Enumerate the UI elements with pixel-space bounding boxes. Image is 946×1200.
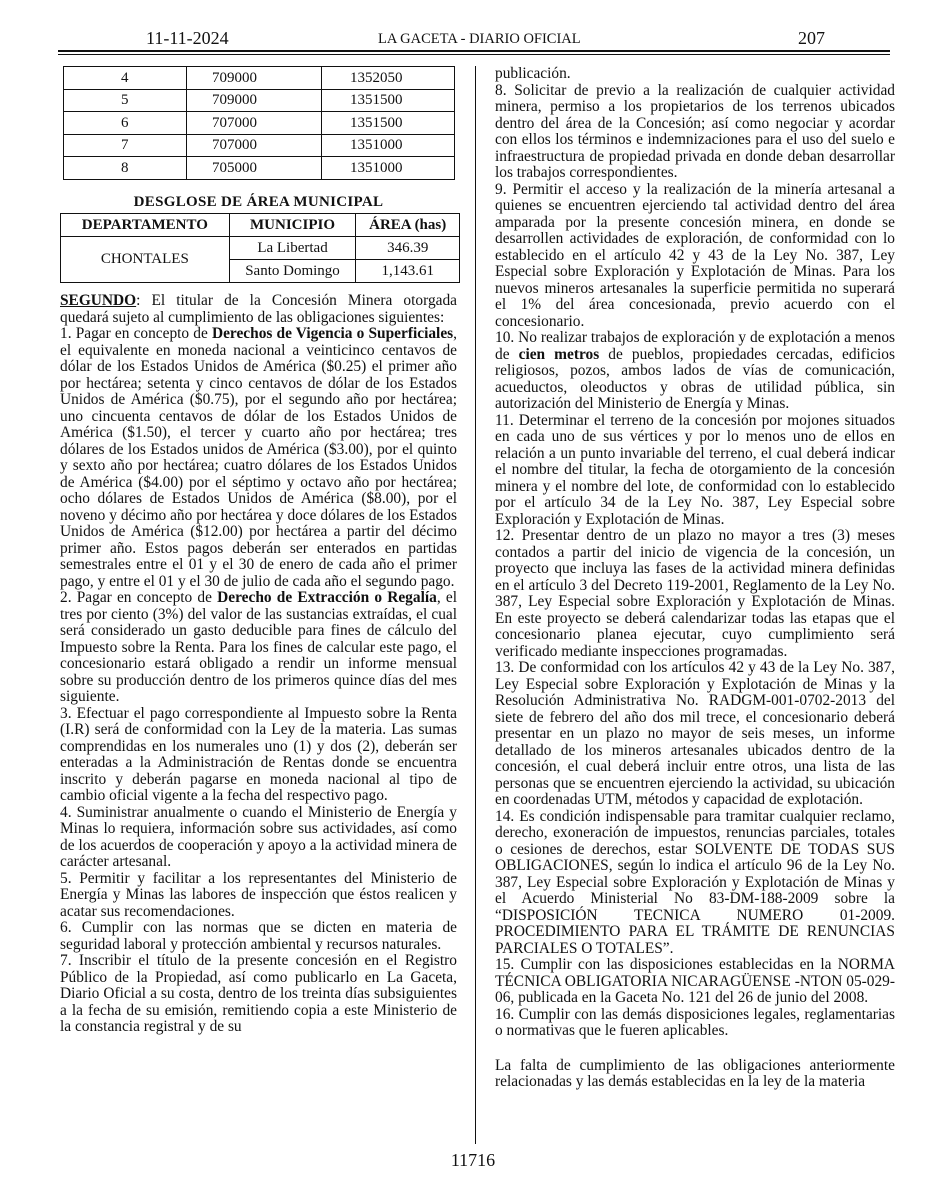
segundo-paragraph: [60, 293, 457, 326]
obligation-7: 7. Inscribir el título de la presente concesión en el Registro Público de la Propiedad, así como publicarlo en La Gaceta, Diario Oficial a su costa, dentro de los treinta días subsiguientes a la fecha de su emisión, remitiendo copia a este Ministerio de la constancia registral y de su: [60, 952, 457, 1035]
table-cell: 6: [64, 112, 187, 135]
table-header-row: [61, 214, 460, 237]
obligation-9: 9. Permitir el acceso y la realización de la minería artesanal a quienes se encuentren ejerciendo tal actividad dentro del área amparada por la presente concesión minera, en donde se desarrollen actividades de exploración, de conformidad con lo establecido en el artículo 42 y 43 de la Ley No. 387, Ley Especial sobre Exploración y Explotación de Minas. Para los nuevos mineros artesanales la superficie permitida no superará el 1% del área concesionada, previo acuerdo con el concesionario.: [495, 180, 895, 330]
obligation-bold: Derechos de Vigencia o Superficiales: [211, 325, 454, 342]
table-cell: 1351500: [322, 89, 455, 112]
obligation-text: 2. Pagar en concepto de: [60, 589, 218, 606]
table-cell: 707000: [187, 112, 322, 135]
obligation-text: 1. Pagar en concepto de: [60, 325, 212, 342]
table-cell: 709000: [187, 67, 322, 90]
obligation-15: 15. Cumplir con las disposiciones establecidas en la NORMA TÉCNICA OBLIGATORIA NICARAGÜENSE -NTON 05-029-06, publicada en la Gaceta No. 121 del 26 de junio del 2008.: [495, 956, 895, 1006]
table-row: [61, 237, 460, 260]
table-row: [64, 67, 455, 90]
table-row: [64, 89, 455, 112]
obligation-4: 4. Suministrar anualmente o cuando el Ministerio de Energía y Minas lo requiera, información sobre sus actividades, así como de los acuerdos de cooperación y apoyo a la actividad minera de carácter artesanal.: [60, 803, 457, 870]
obligation-text: 10. No realizar trabajos de exploración y de explotación a menos de: [495, 329, 895, 363]
page-footer-number: 11716: [450, 1150, 496, 1170]
table-row: [64, 134, 455, 157]
column-header: MUNICIPIO: [229, 214, 356, 237]
right-column: [495, 66, 895, 1091]
obligation-12: 12. Presentar dentro de un plazo no mayor a tres (3) meses contados a partir del inicio de vigencia de la concesión, un proyecto que incluya las fases de la actividad minera definidas en el artículo 3 del Decreto 119-2001, Reglamento de la Ley No. 387, Ley Especial sobre Exploración y Explotación de Minas. En este proyecto se deberá calendarizar todas las etapas que el concesionario planea ejecutar, cuyo cumplimiento será verificado mediante inspecciones programadas.: [495, 527, 895, 660]
column-divider: [475, 66, 476, 1144]
table-row: [64, 157, 455, 180]
obligation-text: de pueblos, propiedades cercadas, edificios religiosos, pozos, ambos lados de vías de comunicación, acueductos, oleoductos y obras de utilidad pública, sin autorización del Ministerio de Energía y Minas.: [495, 345, 895, 412]
left-column: [60, 66, 457, 1036]
column-header: ÁREA (has): [356, 214, 460, 237]
header-publication: LA GACETA - DIARIO OFICIAL: [378, 31, 581, 47]
column-header: DEPARTAMENTO: [61, 214, 230, 237]
table-cell: 8: [64, 157, 187, 180]
table-cell: 705000: [187, 157, 322, 180]
obligations-right: [495, 66, 895, 1091]
table-cell: La Libertad: [229, 237, 356, 260]
obligation-bold: Derecho de Extracción o Regalía: [217, 589, 437, 606]
table-cell: 1,143.61: [356, 260, 460, 283]
table-cell: 7: [64, 134, 187, 157]
obligation-bold: cien metros: [518, 345, 600, 363]
obligation-text: , el equivalente en moneda nacional a veinticinco centavos de dólar de los Estados Unidos de América ($0.25) el primer año por hectárea; setenta y cinco centavos de dólar de los Estados Unidos de América ($0.75), por el segundo año por hectárea; uno cincuenta centavos de dólar de los Estados Unidos de América ($1.50), el tercer y cuarto año por hectárea; tres dólares de los Estados unidos de América ($3.00), por el quinto y sexto año por hectárea; cuatro dólares de los Estados Unidos de América ($4.00) por el séptimo y octavo año por hectárea; ocho dólares de Estados Unidos de América ($8.00), por el noveno y décimo año por hectárea y doce dólares de los Estados Unidos de América ($12.00) por hectárea a partir del décimo primer año. Estos pagos deberán ser enterados en partidas semestrales entre el 01 y el 30 de enero de cada año el primer pago, y entre el 01 y el 30 de julio de cada año el segundo pago.: [60, 325, 458, 590]
obligation-11: 11. Determinar el terreno de la concesión por mojones situados en cada uno de sus vértices y por lo menos uno de ellos en relación a un punto invariable del terreno, el cual deberá indicar el nombre del titular, la fecha de otorgamiento de la concesión minera y el nombre del lote, de conformidad con lo establecido por el artículo 34 de la Ley No. 387, Ley Especial sobre Exploración y Explotación de Minas.: [495, 411, 895, 528]
table-row: [64, 112, 455, 135]
coordinates-table: [63, 66, 455, 180]
obligation-14: 14. Es condición indispensable para tramitar cualquier reclamo, derecho, exoneración de impuestos, renuncias parciales, totales o cesiones de derechos, estar SOLVENTE DE TODAS SUS OBLIGACIONES, según lo indica el artículo 96 de la Ley No. 387, Ley Especial sobre Exploración y Explotación de Minas y el Acuerdo Ministerial No 83-DM-188-2009 sobre la “DISPOSICIÓN TECNICA NUMERO 01-2009. PROCEDIMIENTO PARA EL TRÁMITE DE RENUNCIAS PARCIALES O TOTALES”.: [495, 807, 895, 957]
obligation-text: , el tres por ciento (3%) del valor de las sustancias extraídas, el cual será considerado un gasto deducible para fines de cálculo del Impuesto sobre la Renta. Para los fines de calcular este pago, el concesionario estará obligado a rendir un informe mensual sobre su producción dentro de los primeros quince días del mes siguiente.: [60, 589, 457, 705]
municipal-area-table: [60, 213, 460, 283]
header-rule: [58, 50, 890, 52]
obligation-10: [495, 330, 895, 413]
table-cell: Santo Domingo: [229, 260, 356, 283]
table-cell: 1351500: [322, 112, 455, 135]
table-cell: 1351000: [322, 157, 455, 180]
obligation-16: 16. Cumplir con las demás disposiciones legales, reglamentarias o normativas que le fueren aplicables.: [495, 1005, 895, 1039]
obligation-2: [60, 590, 457, 706]
header-date: 11-11-2024: [146, 28, 229, 48]
obligation-1: [60, 326, 457, 590]
table-cell: 1351000: [322, 134, 455, 157]
paragraph-gap: [495, 1040, 895, 1058]
header-page-number: 207: [798, 28, 825, 48]
table-cell: 709000: [187, 89, 322, 112]
closing-paragraph: La falta de cumplimiento de las obligaciones anteriormente relacionadas y las demás establecidas en la ley de la materia: [495, 1056, 895, 1090]
obligations-left: [60, 293, 457, 1036]
obligation-13: 13. De conformidad con los artículos 42 y 43 de la Ley No. 387, Ley Especial sobre Exploración y Explotación de Minas y la Resolución Administrativa No. RADGM-001-0702-2013 del siete de febrero del año dos mil trece, el concesionario deberá presentar en un plazo no mayor de seis meses, un informe detallado de los mineros artesanales ubicados dentro de la concesión, el cual deberá incluir entre otros, una lista de las personas que se encuentren ejerciendo la actividad, su ubicación en coordenadas UTM, métodos y capacidad de explotación.: [495, 659, 895, 808]
desglose-title: DESGLOSE DE ÁREA MUNICIPAL: [133, 193, 384, 210]
table-cell: 707000: [187, 134, 322, 157]
obligation-6: 6. Cumplir con las normas que se dicten en materia de seguridad laboral y protección ambiental y recursos naturales.: [60, 919, 457, 953]
obligation-8: 8. Solicitar de previo a la realización de cualquier actividad minera, permiso a los propietarios de los terrenos ubicados dentro del área de la Concesión; así como negociar y acordar con ellos los términos e indemnizaciones para el uso del suelo e infraestructura de propiedad privada en donde deban desarrollar los trabajos correspondientes.: [495, 81, 895, 181]
header-rule-thin: [58, 54, 890, 55]
table-cell: 346.39: [356, 237, 460, 260]
obligation-5: 5. Permitir y facilitar a los representantes del Ministerio de Energía y Minas las labores de inspección que éstos realicen y acatar sus recomendaciones.: [60, 869, 457, 920]
table-cell: 5: [64, 89, 187, 112]
table-cell: 1352050: [322, 67, 455, 90]
obligation-7-continued: publicación.: [495, 65, 571, 82]
segundo-label: SEGUNDO: [60, 292, 137, 309]
department-cell: CHONTALES: [61, 237, 230, 283]
segundo-intro: : El titular de la Concesión Minera otorgada quedará sujeto al cumplimiento de las obligaciones siguientes:: [60, 292, 457, 326]
obligation-3: 3. Efectuar el pago correspondiente al Impuesto sobre la Renta (I.R) será de conformidad con la Ley de la materia. Las sumas comprendidas en los numerales uno (1) y dos (2), deberán ser enteradas a la Administración de Rentas donde se encuentra inscrito y deberán pagarse en moneda nacional al tipo de cambio oficial vigente a la fecha del respectivo pago.: [60, 704, 457, 804]
page-header: [58, 26, 890, 50]
table-cell: 4: [64, 67, 187, 90]
